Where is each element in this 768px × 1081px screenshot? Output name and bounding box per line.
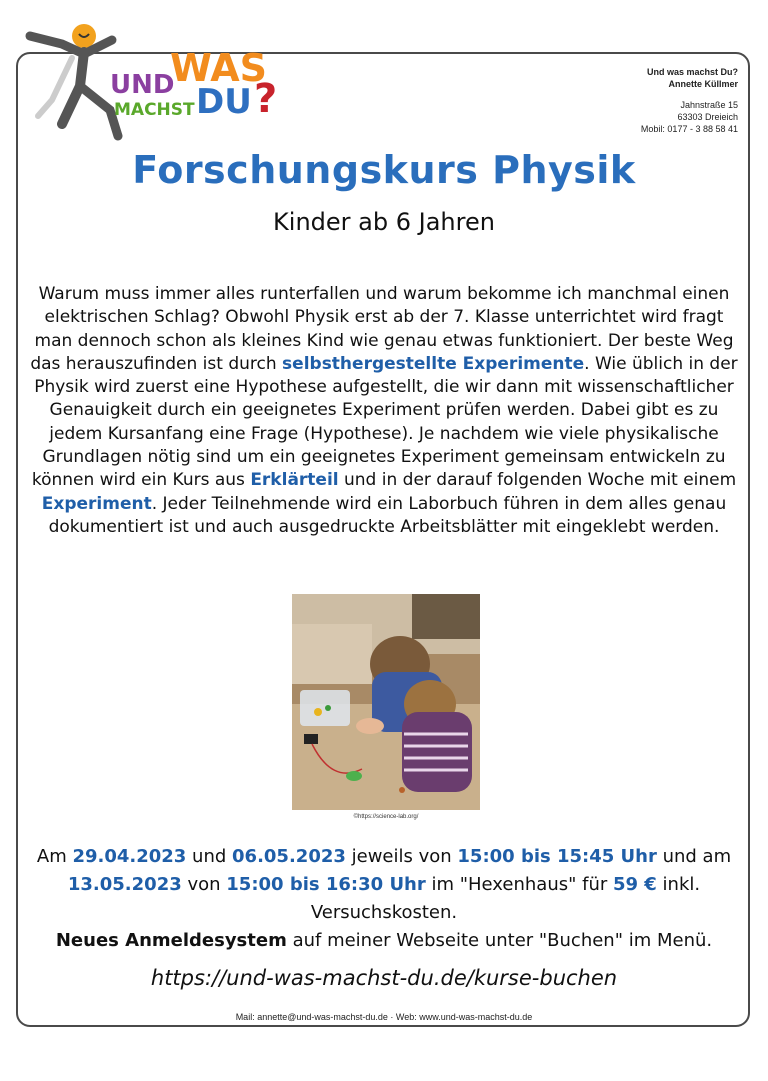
registration-bold: Neues Anmeldesystem <box>55 930 287 951</box>
date-1: 29.04.2023 <box>72 846 187 867</box>
time-1: 15:00 bis 15:45 Uhr <box>457 846 657 867</box>
contact-street: Jahnstraße 15 <box>680 100 738 110</box>
date-2: 06.05.2023 <box>232 846 346 867</box>
details-text: im "Hexenhaus" für <box>425 874 613 895</box>
body-text-4: . Jeder Teilnehmende wird ein Laborbuch führen in dem alles genau dokumentiert ist und auch ausgedruckte Arbeitsblätter mit eingeklebt werden. <box>48 493 727 537</box>
contact-person: Annette Küllmer <box>668 79 738 89</box>
highlight-experimente: selbsthergestellte Experimente <box>282 353 585 374</box>
contact-name: Und was machst Du? <box>646 67 738 77</box>
contact-city: 63303 Dreieich <box>677 112 738 122</box>
contact-phone: Mobil: 0177 - 3 88 58 41 <box>640 124 738 134</box>
contact-block <box>518 66 738 135</box>
course-details <box>36 843 732 955</box>
logo <box>22 14 282 144</box>
details-text: jeweils von <box>345 846 458 867</box>
body-text-3: und in der darauf folgenden Woche mit einem <box>338 470 737 491</box>
details-text: inkl. Versuchskosten. <box>310 874 701 923</box>
logo-was: WAS <box>170 46 267 90</box>
photo-credit: ©https://science-lab.org/ <box>353 814 419 820</box>
body-text-2: . Wie üblich in der Physik wird zuerst eine Hypothese aufgestellt, die wir dann mit wissenschaftlicher Genauigkeit durch ein geeignetes Experiment prüfen werden. Dabei gibt es zu jedem Kursanfang eine Frage (Hypothese). Je nachdem wie viele physikalische Grundlagen nötig sind um ein geeignetes Experiment gemeinsam entwickeln zu können wird ein Kurs aus <box>31 353 738 491</box>
page-subtitle: Kinder ab 6 Jahren <box>273 208 495 236</box>
details-text: von <box>181 874 227 895</box>
highlight-erklaerteil: Erklärteil <box>250 470 339 491</box>
highlight-experiment: Experiment <box>41 493 152 514</box>
page-title: Forschungskurs Physik <box>132 148 636 192</box>
logo-du: DU <box>196 82 252 122</box>
details-text: und <box>186 846 233 867</box>
children-experiment-photo <box>292 594 480 810</box>
logo-question-mark: ? <box>254 76 278 122</box>
details-text: und am <box>656 846 732 867</box>
details-text: Am <box>36 846 73 867</box>
booking-link[interactable]: https://und-was-machst-du.de/kurse-buchen <box>150 966 618 990</box>
date-3: 13.05.2023 <box>67 874 182 895</box>
time-2: 15:00 bis 16:30 Uhr <box>226 874 426 895</box>
price: 59 € <box>612 874 657 895</box>
description-paragraph <box>28 283 740 539</box>
registration-text: auf meiner Webseite unter "Buchen" im Menü. <box>286 930 713 951</box>
logo-und: UND <box>110 70 175 100</box>
logo-machst: MACHST <box>114 100 195 120</box>
footer-contact: Mail: annette@und-was-machst-du.de · Web: www.und-was-machst-du.de <box>235 1012 533 1022</box>
body-text-1: Warum muss immer alles runterfallen und warum bekomme ich manchmal einen elektrischen Schlag? Obwohl Physik erst ab der 7. Klasse unterrichtet wird fragt man dennoch schon als kleines Kind wie genau etwas funktioniert. Der beste Weg das herauszufinden ist durch <box>30 284 734 374</box>
